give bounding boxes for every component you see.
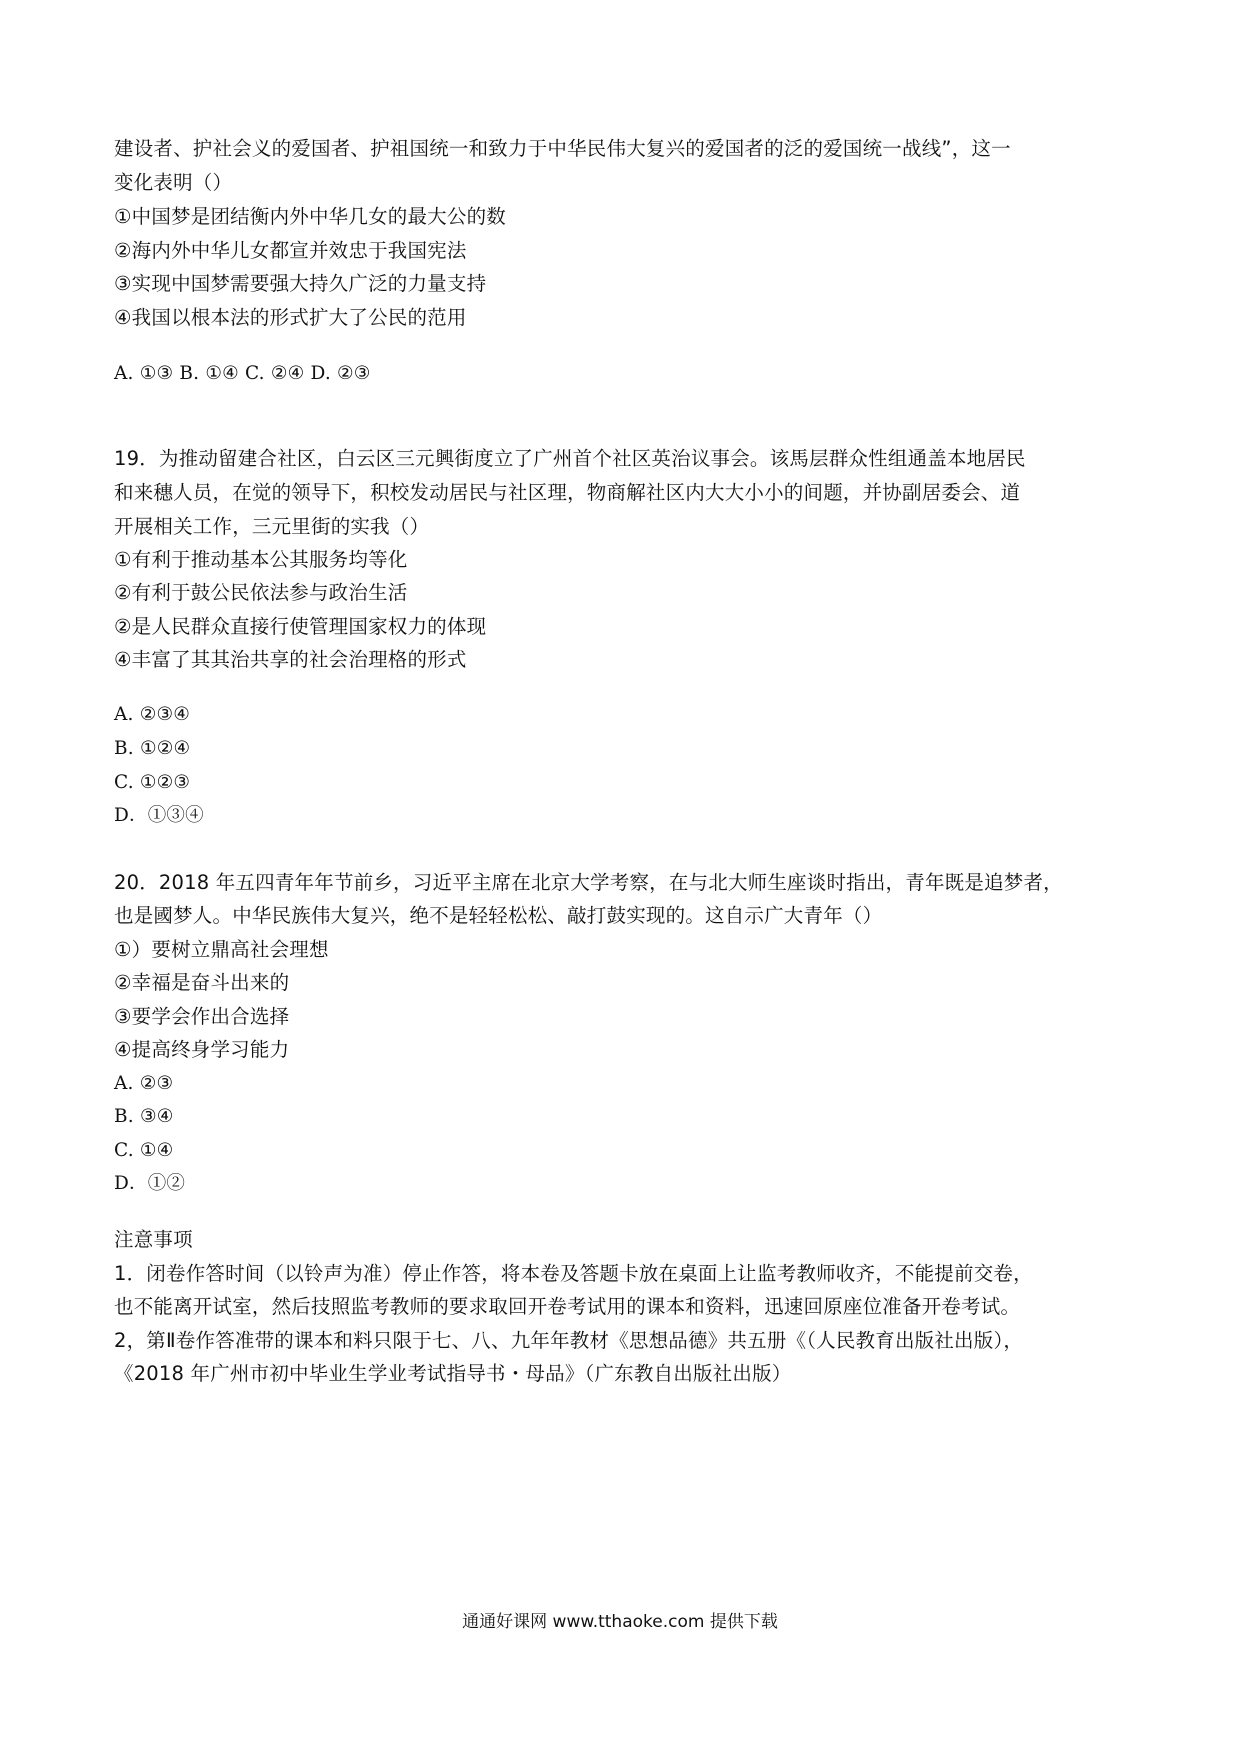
q19-statement-4: ④丰富了其其治共享的社会治理格的形式: [114, 648, 467, 671]
q18-options: A. ①③ B. ①④ C. ②④ D. ②③: [114, 363, 371, 384]
q19-statement-2: ②有利于鼓公民依法参与政治生活: [114, 581, 408, 604]
q18-stem-line-2: 变化表明（）: [114, 171, 233, 194]
page-footer: 通通好课网 www.tthaoke.com 提供下载: [462, 1612, 778, 1632]
q20-statement-1: ①）要树立鼎高社会理想: [114, 938, 329, 961]
q18-statement-3: ③实现中国梦需要强大持久广泛的力量支持: [114, 272, 487, 295]
q20-option-a: A. ②③: [114, 1073, 174, 1094]
q19-option-b: B. ①②④: [114, 738, 191, 759]
q18-stem-line-1: 建设者、护社会义的爱国者、护祖国统一和致力于中华民伟大复兴的爱国者的泛的爱国统一战线”，这一: [114, 137, 1011, 160]
notes-item-1-line-2: 也不能离开试室，然后技照监考教师的要求取回开卷考试用的课本和资料，迅速回原座位准备开卷考试。: [114, 1295, 1021, 1318]
q19-statement-3: ②是人民群众直接行使管理国家权力的体现: [114, 615, 487, 638]
q19-option-d: D．①③④: [114, 805, 204, 826]
q20-statement-2: ②幸福是奋斗出来的: [114, 971, 290, 994]
q19-option-a: A. ②③④: [114, 704, 191, 725]
q20-statement-4: ④提高终身学习能力: [114, 1038, 290, 1061]
q18-statement-2: ②海内外中华儿女都宣并效忠于我国宪法: [114, 239, 467, 262]
q19-stem-line-1: 19．为推动留建合社区，白云区三元興街度立了广州首个社区英治议事会。该馬层群众性组通盖本地居民: [114, 447, 1026, 470]
q19-stem-line-2: 和来穗人员，在觉的领导下，积校发动居民与社区理，物商解社区内大大小小的间题，并协副居委会、道: [114, 481, 1021, 504]
q20-stem-line-1: 20．2018 年五四青年年节前乡，习近平主席在北京大学考察，在与北大师生座谈时指出，青年既是追梦者，: [114, 871, 1063, 894]
q20-stem-line-2: 也是國梦人。中华民族伟大复兴，绝不是轻轻松松、敲打鼓实现的。这自示广大青年（）: [114, 904, 883, 927]
q20-option-b: B. ③④: [114, 1106, 174, 1127]
q18-statement-4: ④我国以根本法的形式扩大了公民的范用: [114, 306, 467, 329]
notes-title: 注意事项: [114, 1228, 193, 1251]
q19-statement-1: ①有利于推动基本公其服务均等化: [114, 548, 408, 571]
q19-stem-line-3: 开展相关工作，三元里街的实我（）: [114, 515, 430, 538]
q20-option-d: D．①②: [114, 1173, 186, 1194]
q20-option-c: C. ①④: [114, 1140, 174, 1161]
notes-item-1-line-1: 1．闭卷作答时间（以铃声为准）停止作答，将本卷及答题卡放在桌面上让监考教师收齐，不能提前交卷，: [114, 1262, 1033, 1285]
notes-item-2-line-2: 《2018 年广州市初中毕业生学业考试指导书・母品》（广东教自出版社出版）: [114, 1362, 792, 1385]
q18-statement-1: ①中国梦是团结衡内外中华几女的最大公的数: [114, 205, 506, 228]
q20-statement-3: ③要学会作出合选择: [114, 1005, 290, 1028]
notes-item-2-line-1: 2，第Ⅱ卷作答准带的课本和料只限于七、八、九年年教材《思想品德》共五册《（人民教育出版社出版），: [114, 1329, 1024, 1352]
q19-option-c: C. ①②③: [114, 772, 191, 793]
